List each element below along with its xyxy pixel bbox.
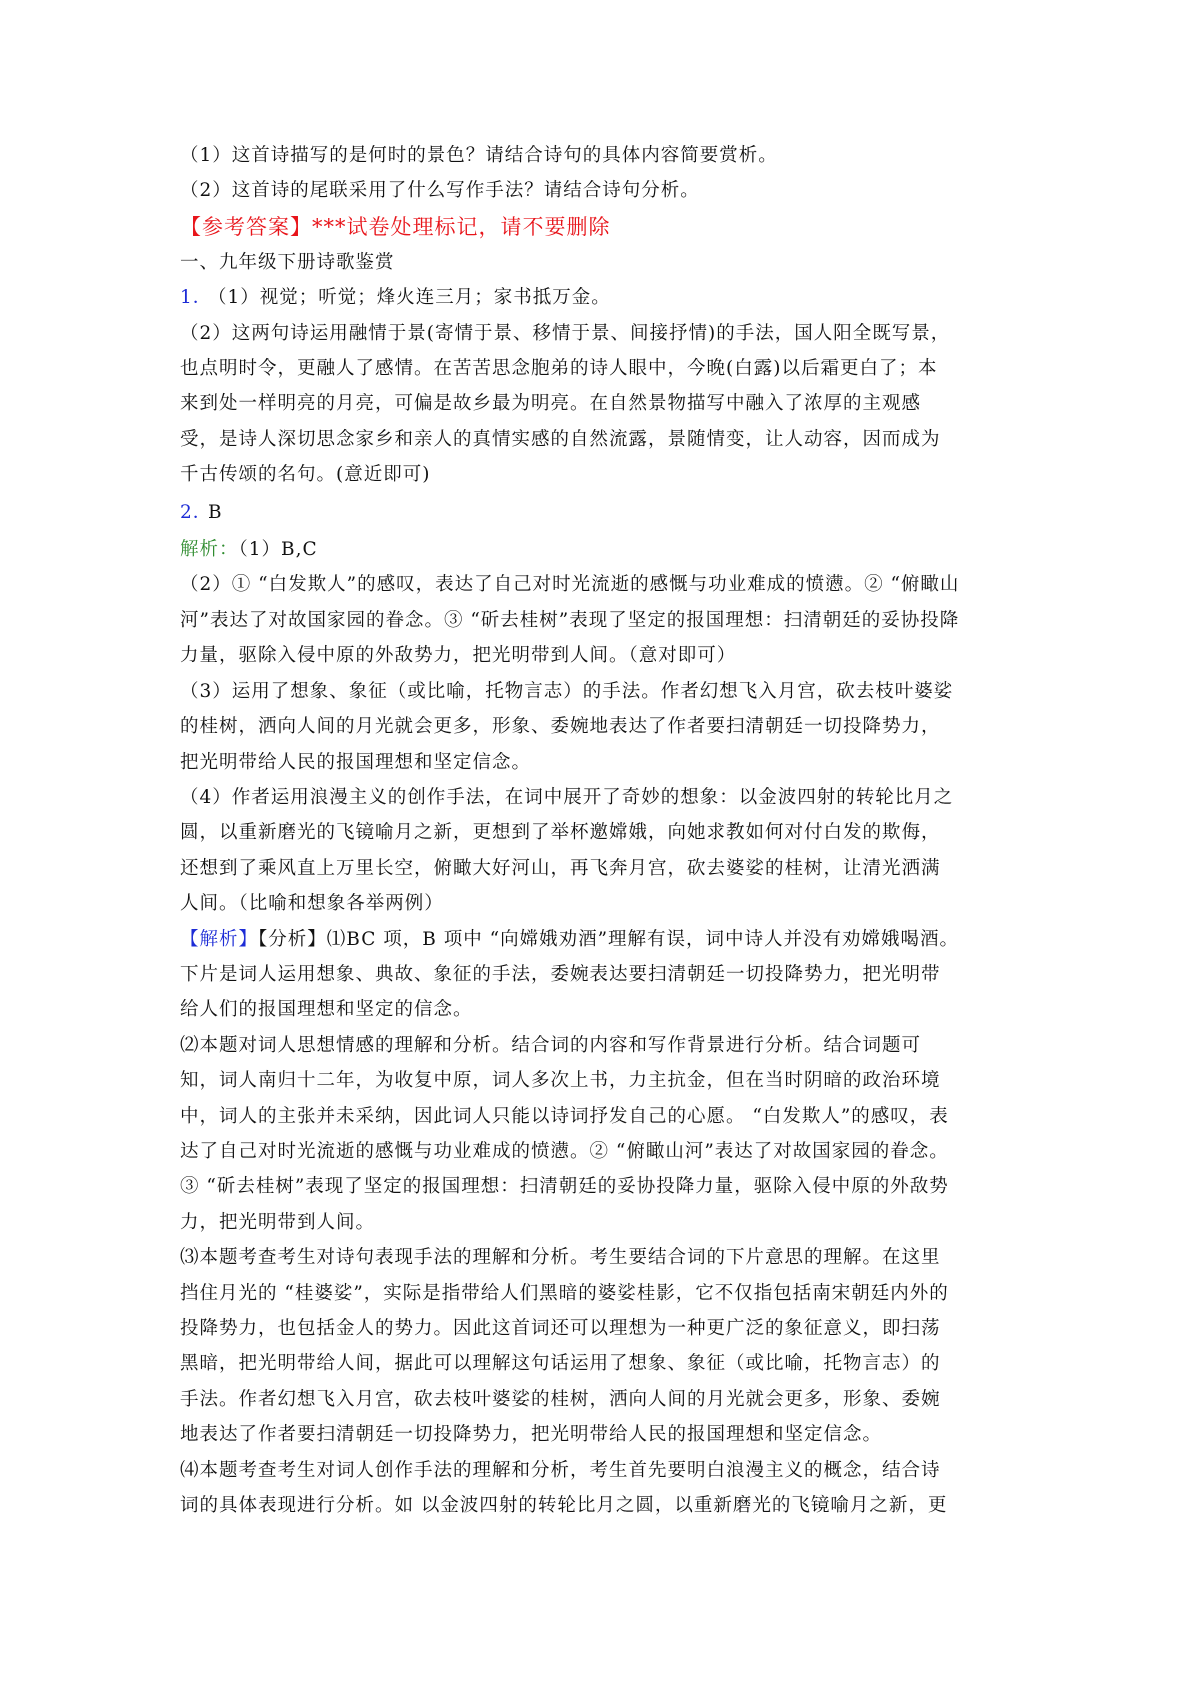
- detail-line: 手法。作者幻想飞入月宫，砍去枝叶婆娑的桂树，洒向人间的月光就会更多，形象、委婉: [180, 1388, 941, 1410]
- analysis-line: 把光明带给人民的报国理想和坚定信念。: [180, 751, 532, 773]
- detail-line: ⑶本题考查考生对诗句表现手法的理解和分析。考生要结合词的下片意思的理解。在这里: [180, 1247, 941, 1269]
- detail-line: 投降势力，也包括金人的势力。因此这首词还可以理想为一种更广泛的象征意义，即扫荡: [180, 1318, 941, 1339]
- analysis-line: 圆，以重新磨光的飞镜喻月之新，更想到了举杯邀嫦娥，向她求教如何对付白发的欺侮，: [180, 822, 941, 844]
- detail-sub-label: 【分析】: [258, 928, 327, 950]
- document-page: [180, 138, 1010, 1523]
- item-1-body: [180, 316, 1010, 493]
- analysis-line: 还想到了乘风直上万里长空，俯瞰大好河山，再飞奔月宫，砍去婆娑的桂树，让清光洒满: [180, 857, 941, 879]
- detail-line: 给人们的报国理想和坚定的信念。: [180, 999, 473, 1021]
- analysis-body: [180, 567, 1010, 921]
- question-1: （1）这首诗描写的是何时的景色？请结合诗句的具体内容简要赏析。: [180, 145, 778, 166]
- detail-line: 词的具体表现进行分析。如 以金波四射的转轮比月之圆，以重新磨光的飞镜喻月之新，更: [180, 1495, 948, 1517]
- detail-line: 黑暗，把光明带给人间，据此可以理解这句话运用了想象、象征（或比喻，托物言志）的: [180, 1353, 941, 1375]
- detail-line: ⑷本题考查考生对词人创作手法的理解和分析，考生首先要明白浪漫主义的概念，结合诗: [180, 1459, 941, 1481]
- detail-line: ③ “斫去桂树”表现了坚定的报国理想：扫清朝廷的妥协投降力量，驱除入侵中原的外敌势: [180, 1176, 949, 1198]
- item-2-first-line: [180, 495, 1010, 530]
- analysis-text: （1）B,C: [238, 539, 318, 561]
- item-1-line: 也点明时令，更融人了感情。在苦苦思念胞弟的诗人眼中，今晚(白露)以后霜更白了；本: [180, 358, 938, 380]
- detail-line: 达了自己对时光流逝的感慨与功业难成的愤懑。② “俯瞰山河”表达了对故国家园的眷念。: [180, 1140, 949, 1162]
- analysis-line: （3）运用了想象、象征（或比喻，托物言志）的手法。作者幻想飞入月宫，砍去枝叶婆娑: [180, 680, 954, 702]
- analysis-label: 解析：: [180, 539, 239, 561]
- answer-header: 【参考答案】***试卷处理标记，请不要删除: [180, 214, 611, 239]
- detail-body: [180, 957, 1010, 1524]
- detail-line: 知，词人南归十二年，为收复中原，词人多次上书，力主抗金，但在当时阴暗的政治环境: [180, 1070, 941, 1092]
- question-2: （2）这首诗的尾联采用了什么写作手法？请结合诗句分析。: [180, 180, 700, 202]
- analysis-line: 力量，驱除入侵中原的外敌势力，把光明带到人间。（意对即可）: [180, 645, 737, 667]
- item-1-line: 千古传颂的名句。(意近即可): [180, 464, 431, 486]
- section-title: 一、九年级下册诗歌鉴赏: [180, 251, 395, 273]
- detail-line: 力，把光明带到人间。: [180, 1211, 376, 1233]
- analysis-line: （4）作者运用浪漫主义的创作手法，在词中展开了奇妙的想象：以金波四射的转轮比月之: [180, 786, 954, 808]
- detail-label: 【解析】: [180, 928, 259, 950]
- analysis-first-line: [180, 532, 1010, 567]
- detail-text: ⑴BC 项，B 项中 “向嫦娥劝酒”理解有误，词中诗人并没有劝嫦娥喝酒。: [326, 928, 960, 950]
- detail-first-line: [180, 922, 1010, 957]
- item-number: 1．: [180, 287, 213, 309]
- analysis-line: 人间。（比喻和想象各举两例）: [180, 893, 444, 915]
- item-text: B: [208, 501, 223, 523]
- detail-line: 中，词人的主张并未采纳，因此词人只能以诗词抒发自己的心愿。 “白发欺人”的感叹，表: [180, 1105, 949, 1127]
- analysis-line: 河”表达了对故国家园的眷念。③ “斫去桂树”表现了坚定的报国理想：扫清朝廷的妥协投降: [180, 609, 960, 631]
- detail-line: 地表达了作者要扫清朝廷一切投降势力，把光明带给人民的报国理想和坚定信念。: [180, 1424, 883, 1446]
- item-text: （1）视觉；听觉；烽火连三月；家书抵万金。: [208, 287, 611, 309]
- item-1-first-line: [180, 280, 1010, 315]
- item-1-line: 来到处一样明亮的月亮，可偏是故乡最为明亮。在自然景物描写中融入了浓厚的主观感: [180, 393, 922, 415]
- analysis-line: （2）① “白发欺人”的感叹，表达了自己对时光流逝的感慨与功业难成的愤懑。② “俯瞰山: [180, 574, 960, 596]
- item-1-line: （2）这两句诗运用融情于景(寄情于景、移情于景、间接抒情)的手法，国人阳全既写景，: [180, 322, 951, 344]
- item-1-line: 受，是诗人深切思念家乡和亲人的真情实感的自然流露，景随情变，让人动容，因而成为: [180, 428, 941, 450]
- detail-line: 挡住月光的 “桂婆娑”，实际是指带给人们黑暗的婆娑桂影，它不仅指包括南宋朝廷内外的: [180, 1282, 949, 1304]
- detail-line: 下片是词人运用想象、典故、象征的手法，委婉表达要扫清朝廷一切投降势力，把光明带: [180, 963, 941, 985]
- item-number: 2．: [180, 501, 213, 523]
- analysis-line: 的桂树，洒向人间的月光就会更多，形象、委婉地表达了作者要扫清朝廷一切投降势力，: [180, 716, 941, 738]
- detail-line: ⑵本题对词人思想情感的理解和分析。结合词的内容和写作背景进行分析。结合词题可: [180, 1034, 922, 1056]
